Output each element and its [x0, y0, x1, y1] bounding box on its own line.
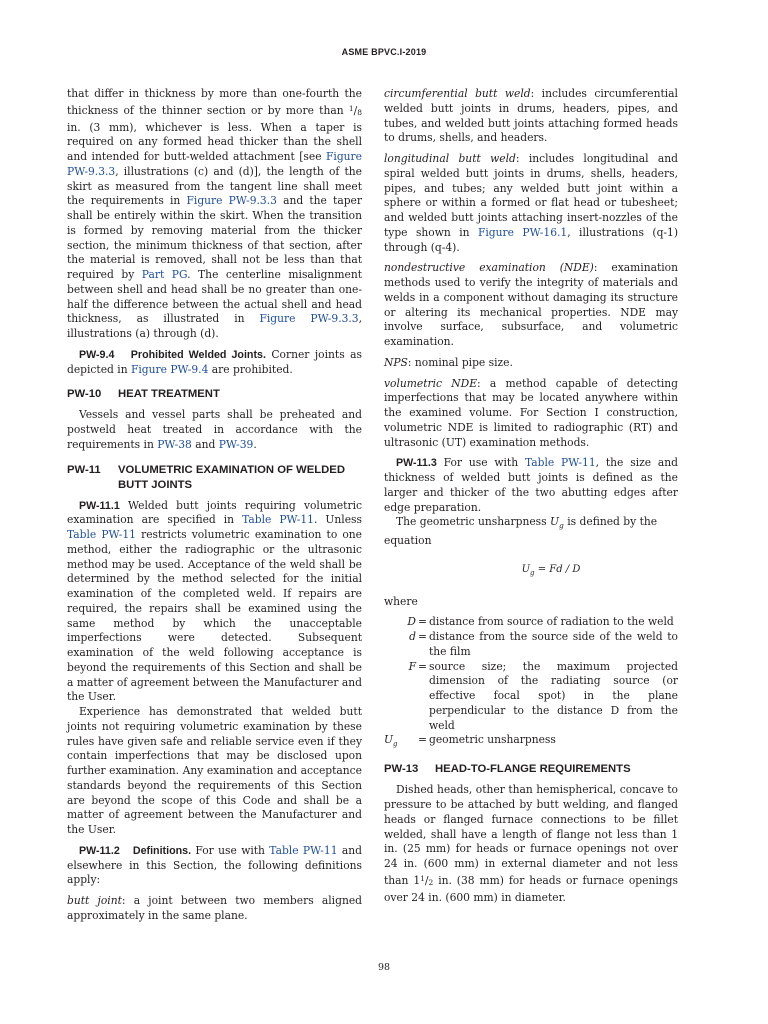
link-table-pw-11[interactable]: Table PW-11: [242, 513, 314, 527]
symbol: d: [409, 630, 416, 644]
definition-nde: nondestructive examination (NDE): examination methods used to verify the integrity of materials and welds in a component without damaging its structure or altering its mechanical properties. NDE may involve surface, subsurface, and volumetric examination.: [384, 261, 678, 348]
left-column: [67, 87, 362, 930]
paragraph-experience: Experience has demonstrated that welded butt joints not requiring volumetric examination by these rules have given safe and reliable service even if they contain imperfections that may be disclosed upon further examination. Any examination and acceptance standards beyond the requirements of this Section are beyond the scope of this Code and shall be a matter of agreement between the Manufacturer and the User.: [67, 705, 362, 836]
symbol-definitions: [384, 615, 678, 752]
link-figure-pw-9-3-3-b[interactable]: Figure PW-9.3.3: [186, 194, 277, 208]
paragraph-geometric-unsharpness: The geometric unsharpness $U_g$ is defined by the equation: [384, 515, 658, 548]
definition-volumetric-nde: volumetric NDE: a method capable of detecting imperfections that may be located anywhere within the examined volume. For Section I construction, volumetric NDE is limited to radiographic (RT) and ultrasonic (UT) examination methods.: [384, 376, 678, 449]
symbol-definition-row: [384, 615, 678, 630]
heading-pw-13: PW-13 HEAD-TO-FLANGE REQUIREMENTS: [384, 763, 631, 776]
symbol: D: [407, 615, 416, 629]
paragraph-pw-11-1: PW-11.1 Welded butt joints requiring volumetric examination are specified in Table PW-11. Unless Table PW-11 restricts volumetric examination to one method, either the radiographic or the ultrasonic method may be used. Acceptance of the weld shall be determined by the method selected for the initial examination of the completed weld. If repairs are required, the repairs shall be examined using the same method by which the unacceptable imperfections were detected. Subsequent examination of the weld following acceptance is beyond the requirements of this Section and shall be a matter of agreement between the Manufacturer and the User.: [67, 498, 363, 704]
paragraph-pw-11-2: PW-11.2 Definitions. For use with Table PW-11 and elsewhere in this Section, the following definitions apply:: [67, 843, 362, 887]
symbol-description: source size; the maximum projected dimension of the radiating source (or effective focal spot) in the plane perpendicular to the distance D from the weld: [429, 659, 678, 732]
symbol-definition-row: [384, 630, 678, 660]
heading-pw-11: PW-11 VOLUMETRIC EXAMINATION OF WELDED BUTT JOINTS: [67, 463, 345, 491]
running-head: ASME BPVC.I-2019: [341, 47, 427, 57]
definition-longitudinal: longitudinal butt weld: includes longitudinal and spiral welded butt joints in drums, shells, headers, pipes, and tubes; any welded butt joint within a sphere or within a formed or flat head or tubesheet; and welded butt joints attaching insert-nozzles of the type shown in Figure PW-16.1, illustrations (q-1) through (q-4).: [384, 152, 679, 254]
symbol-subscript: g: [393, 740, 398, 749]
link-table-pw-11-d[interactable]: Table PW-11: [524, 456, 596, 470]
link-table-pw-11-c[interactable]: Table PW-11: [269, 843, 338, 857]
paragraph-pw-10: Vessels and vessel parts shall be preheated and postweld heat treated in accordance with the requirements in PW-38 and PW-39.: [67, 408, 362, 451]
symbol: U: [384, 733, 394, 747]
link-pw-39[interactable]: PW-39: [218, 437, 254, 451]
equals-sign: =: [418, 733, 427, 747]
right-column: [384, 87, 678, 911]
link-table-pw-11-b[interactable]: Table PW-11: [67, 528, 136, 541]
paragraph-pw-9-4: PW-9.4 Prohibited Welded Joints. Corner joints as depicted in Figure PW-9.4 are prohibited.: [67, 347, 362, 376]
link-figure-pw-9-4[interactable]: Figure PW-9.4: [130, 362, 209, 376]
page-number: 98: [377, 962, 391, 973]
symbol-description: geometric unsharpness: [429, 733, 556, 747]
link-figure-pw-9-3-3-c[interactable]: Figure PW-9.3.3: [259, 312, 359, 326]
symbol-description: distance from source of radiation to the weld: [429, 615, 674, 629]
link-pw-38[interactable]: PW-38: [157, 437, 192, 451]
heading-pw-10: PW-10 HEAT TREATMENT: [67, 388, 220, 401]
definition-circumferential: circumferential butt weld: includes circumferential welded butt joints in drums, headers, pipes, and tubes, and welded butt joints attaching formed heads to drums, shells, and headers.: [384, 87, 678, 145]
equation-unsharpness: $U_g = Fd / D$: [521, 563, 581, 577]
equals-sign: =: [418, 659, 427, 673]
definition-butt-joint: butt joint: a joint between two members aligned approximately in the same plane.: [67, 894, 362, 922]
symbol-definition-row: [384, 733, 678, 752]
link-part-pg[interactable]: Part PG: [141, 268, 188, 281]
equals-sign: =: [418, 615, 427, 629]
paragraph-pw-11-3: PW-11.3 For use with Table PW-11, the size and thickness of welded butt joints is defined as the larger and thicker of the two abutting edges after edge preparation.: [384, 456, 678, 514]
equals-sign: =: [418, 630, 427, 644]
link-figure-pw-9-3-3[interactable]: Figure PW-9.3.3: [67, 150, 362, 178]
paragraph-pw-13: Dished heads, other than hemispherical, concave to pressure to be attached by butt welding, and flanged heads or flanged furnace connections to be fillet welded, shall have a length of flange not less than 1 in. (25 mm) for heads or furnace openings not over 24 in. (600 mm) in external diameter and not less than $1^1/2$ in. (38 mm) for heads or furnace openings over 24 in. (600 mm) in diameter.: [384, 783, 678, 904]
symbol-definition-row: [384, 660, 678, 734]
link-figure-pw-16-1[interactable]: Figure PW-16.1: [477, 225, 568, 239]
symbol: F: [408, 659, 416, 673]
paragraph-taper: that differ in thickness by more than one-fourth the thickness of the thinner section or by more than $^1$/8 in. (3 mm), whichever is less. When a taper is required on any formed head thicker than the shell and intended for butt-welded attachment [see Figure PW-9.3.3, illustrations (c) and (d)], the length of the skirt as measured from the tangent line shall meet the requirements in Figure PW-9.3.3 and the taper shall be entirely within the skirt. When the transition is formed by removing material from the thicker section, the minimum thickness of that section, after the material is removed, shall not be less than that required by Part PG. The centerline misalignment between shell and head shall be no greater than one-half the difference between the actual shell and head thickness, as illustrated in Figure PW-9.3.3, illustrations (a) through (d).: [67, 87, 363, 340]
definition-nps: NPS: nominal pipe size.: [384, 355, 513, 369]
symbol-description: distance from the source side of the weld to the film: [429, 630, 678, 658]
where-label: where: [384, 594, 418, 608]
